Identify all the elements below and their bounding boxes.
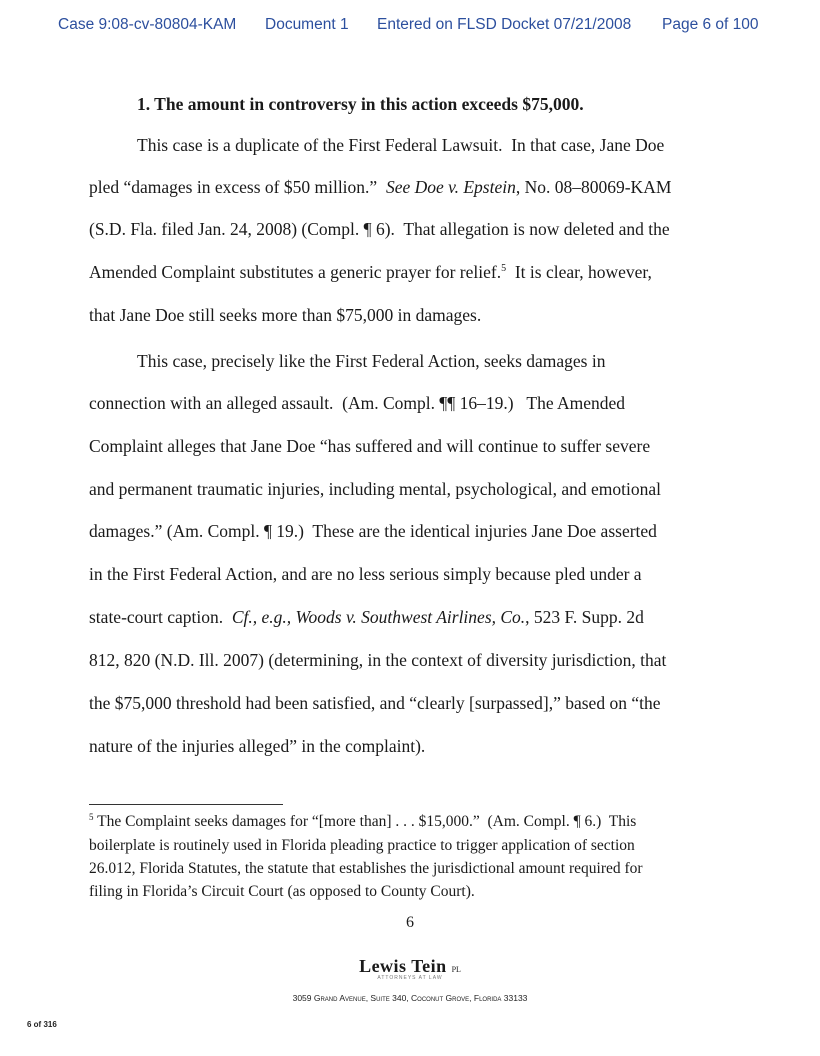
page-indicator: Page 6 of 100 xyxy=(662,16,759,33)
text-line: 812, 820 (N.D. Ill. 2007) (determining, in the context of diversity jurisdiction, that xyxy=(89,650,667,670)
footnote-line xyxy=(89,859,713,878)
paragraph-2-line xyxy=(89,478,711,500)
paragraph-2-line xyxy=(89,563,711,585)
case-citation: See Doe v. Epstein xyxy=(385,177,516,197)
case-citation: Cf., e.g., Woods v. Southwest Airlines, Co. xyxy=(231,607,526,627)
docket-entry-date: Entered on FLSD Docket 07/21/2008 xyxy=(377,16,632,33)
text-segment: state-court caption. xyxy=(89,607,232,627)
text-line: boilerplate is routinely used in Florida pleading practice to trigger application of section xyxy=(89,837,635,854)
paragraph-2-line xyxy=(89,649,711,671)
text-line xyxy=(89,812,636,831)
text-segment: The Complaint seeks damages for “[more than] . . . $15,000.” (Am. Compl. ¶ 6.) This xyxy=(93,813,637,830)
text-line: damages.” (Am. Compl. ¶ 19.) These are the identical injuries Jane Doe asserted xyxy=(89,521,657,541)
text-line: 26.012, Florida Statutes, the statute that establishes the jurisdictional amount required for xyxy=(89,860,643,877)
firm-suffix: PL xyxy=(451,965,461,974)
text-line: (S.D. Fla. filed Jan. 24, 2008) (Compl. ¶ 6). That allegation is now deleted and the xyxy=(89,219,670,239)
firm-tagline: ATTORNEYS AT LAW xyxy=(377,975,443,981)
paragraph-2-line: nature of the injuries alleged” in the complaint). xyxy=(89,736,426,756)
document-number: Document 1 xyxy=(265,16,349,33)
text-segment: pled “damages in excess of $50 million.” xyxy=(89,177,386,197)
text-line: and permanent traumatic injuries, including mental, psychological, and emotional xyxy=(89,479,661,499)
footnote-marker: 5 xyxy=(89,812,94,822)
text-segment: It is clear, however, xyxy=(506,262,652,282)
paragraph-2-line xyxy=(89,392,711,414)
section-heading: 1. The amount in controversy in this action exceeds $75,000. xyxy=(137,94,584,114)
case-number: Case 9:08-cv-80804-KAM xyxy=(58,16,237,33)
paragraph-1-line: that Jane Doe still seeks more than $75,000 in damages. xyxy=(89,305,482,325)
firm-name: Lewis Tein xyxy=(359,956,447,976)
paragraph-1-line xyxy=(89,261,711,283)
text-segment: , No. 08–80069-KAM xyxy=(515,177,672,197)
text-line: the $75,000 threshold had been satisfied, and “clearly [surpassed],” based on “the xyxy=(89,693,661,713)
text-line xyxy=(89,261,652,283)
page-number: 6 xyxy=(406,914,414,931)
footnote-divider xyxy=(89,804,283,805)
footnote-reference: 5 xyxy=(501,263,507,274)
paragraph-2-line xyxy=(137,350,711,372)
text-line: connection with an alleged assault. (Am. Compl. ¶¶ 16–19.) The Amended xyxy=(89,393,626,413)
text-line xyxy=(89,606,644,628)
text-segment: Amended Complaint substitutes a generic prayer for relief. xyxy=(89,262,502,282)
paragraph-1-line xyxy=(89,218,711,240)
text-line: This case is a duplicate of the First Federal Lawsuit. In that case, Jane Doe xyxy=(137,135,665,155)
paragraph-2-line xyxy=(89,606,711,628)
footnote-line xyxy=(89,836,713,855)
text-line: in the First Federal Action, and are no less serious simply because pled under a xyxy=(89,564,642,584)
paragraph-2-line xyxy=(89,520,711,542)
text-line: This case, precisely like the First Federal Action, seeks damages in xyxy=(137,351,606,371)
text-segment: , 523 F. Supp. 2d xyxy=(525,607,644,627)
footnote-line: filing in Florida’s Circuit Court (as opposed to County Court). xyxy=(89,883,475,900)
firm-address: 3059 Grand Avenue, Suite 340, Coconut Grove, Florida 33133 xyxy=(292,993,528,1003)
footnote-line xyxy=(89,812,713,831)
paragraph-2-line xyxy=(89,435,711,457)
page-count-label: 6 of 316 xyxy=(27,1020,57,1029)
paragraph-1-line xyxy=(137,134,711,156)
text-line: Complaint alleges that Jane Doe “has suffered and will continue to suffer severe xyxy=(89,436,651,456)
firm-logo xyxy=(0,956,820,977)
paragraph-2-line xyxy=(89,692,711,714)
text-line xyxy=(89,176,671,198)
paragraph-1-line xyxy=(89,176,711,198)
